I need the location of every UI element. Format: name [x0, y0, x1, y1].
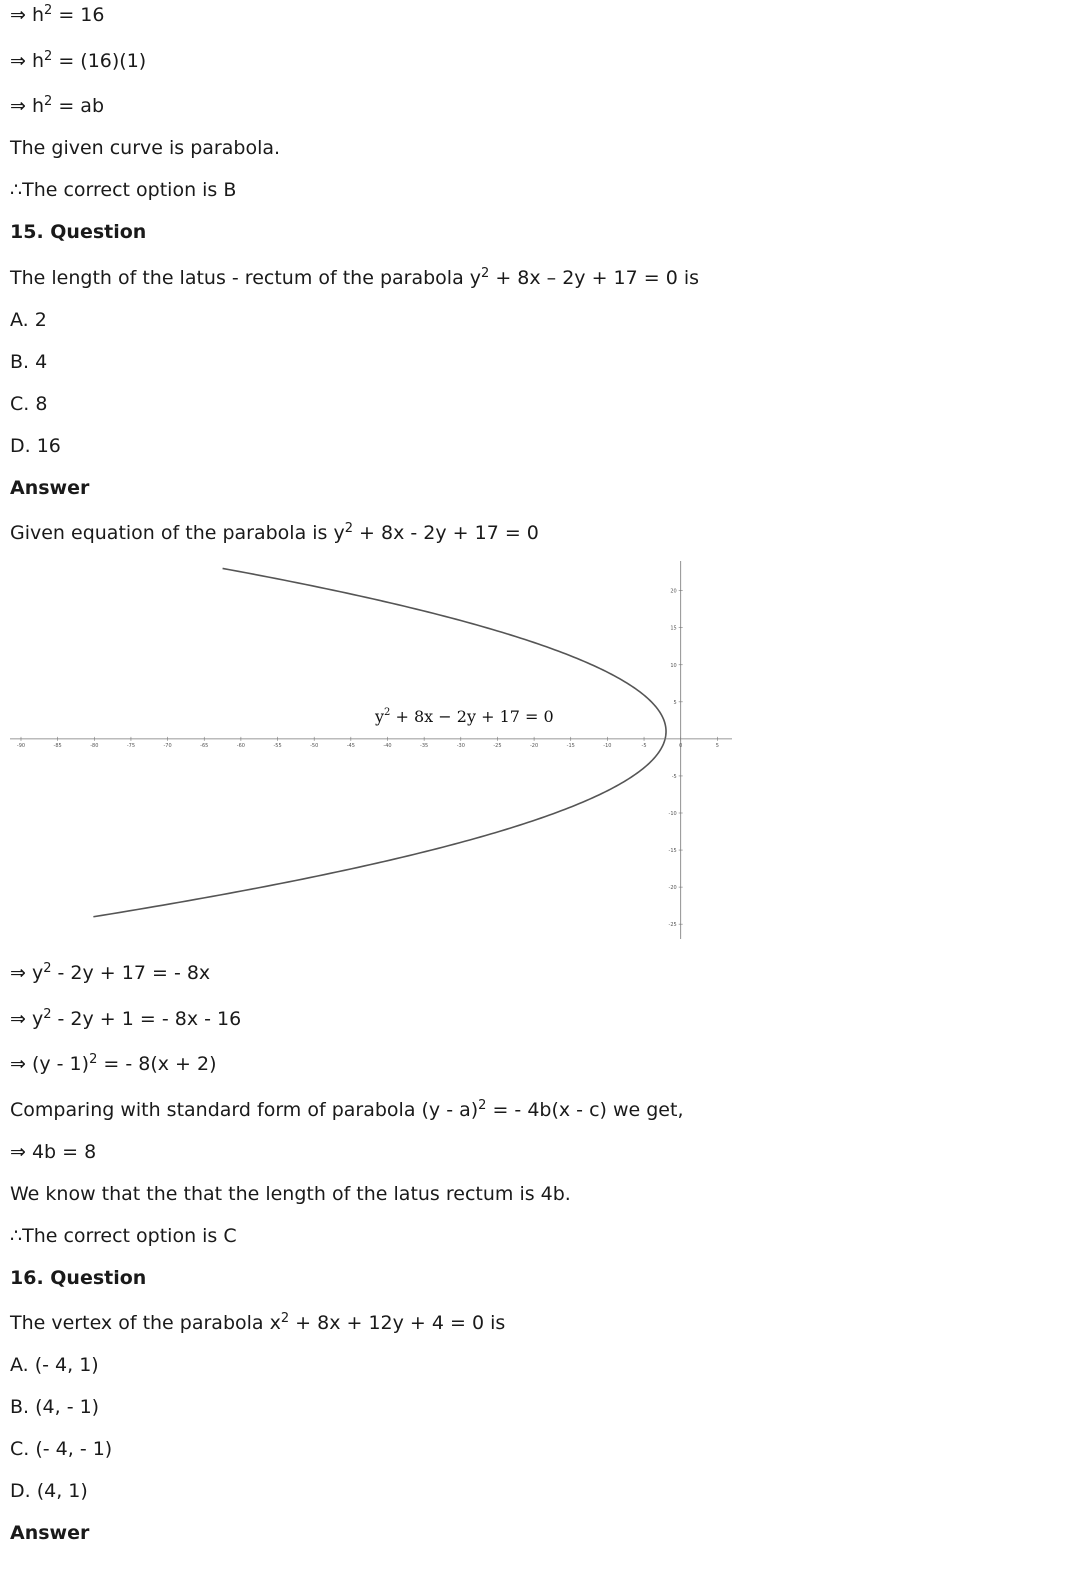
y-tick-label: -25	[668, 922, 677, 929]
question-15-heading: 15. Question	[10, 221, 147, 243]
y-tick-label: -10	[668, 811, 677, 817]
y-tick-label: 5	[673, 699, 677, 706]
x-tick-label: -15	[566, 742, 575, 749]
x-tick-label: -85	[53, 742, 62, 749]
q15-option-c: C. 8	[10, 393, 48, 415]
x-tick-label: -30	[456, 742, 465, 749]
x-tick-label: -35	[420, 742, 429, 749]
y-tick-label: 20	[670, 588, 677, 595]
parabola-graph	[0, 557, 740, 947]
x-tick-label: -80	[90, 742, 99, 749]
x-tick-label: -40	[383, 742, 392, 749]
step-3: ⇒ (y - 1)$^2$ = - 8(x + 2)	[10, 1052, 217, 1075]
x-tick-label: -50	[310, 742, 319, 749]
x-tick-label: -75	[126, 742, 136, 749]
q16-option-a: A. (- 4, 1)	[10, 1354, 99, 1376]
y-tick-label: -5	[671, 773, 677, 780]
x-tick-label: -55	[273, 742, 282, 749]
x-tick-label: -60	[236, 742, 245, 749]
step-h2-16: ⇒ $h^2 = 16$	[10, 3, 105, 26]
answer-15-heading: Answer	[10, 477, 90, 499]
q16-option-c: C. (- 4, - 1)	[10, 1438, 113, 1460]
step-5: ⇒ 4b = 8	[10, 1141, 97, 1163]
q15-option-a: A. 2	[10, 309, 47, 331]
x-tick-label: 0	[679, 742, 683, 749]
y-tick-label: 10	[670, 662, 677, 669]
correct-option-b: ∴The correct option is B	[10, 179, 237, 201]
graph-equation-label: $y^2 + 8x - 2y + 17 = 0$	[375, 707, 554, 726]
y-tick-label: 15	[670, 625, 677, 632]
x-tick-label: -10	[603, 742, 612, 749]
answer-16-heading: Answer	[10, 1522, 90, 1544]
step-6: We know that the that the length of the latus rectum is 4b.	[10, 1183, 571, 1205]
x-tick-label: -5	[641, 742, 647, 749]
question-16-text: The vertex of the parabola $x^2 + 8x + 12y + 4 = 0$ is	[10, 1311, 506, 1334]
x-tick-label: -45	[346, 742, 355, 749]
x-tick-label: -90	[16, 742, 26, 749]
q15-option-b: B. 4	[10, 351, 48, 373]
step-h2-ab: ⇒ $h^2$ = ab	[10, 94, 104, 117]
step-2: ⇒ $y^2 - 2y + 1$ = - 8x - 16	[10, 1007, 242, 1030]
q16-option-d: D. (4, 1)	[10, 1480, 88, 1502]
y-tick-label: -20	[668, 885, 677, 892]
step-h2-16x1: ⇒ $h^2 = (16)(1)$	[10, 49, 147, 72]
step-4-compare: Comparing with standard form of parabola (y - a)$^2$ = - 4b(x - c) we get,	[10, 1098, 684, 1121]
x-tick-label: -65	[200, 742, 209, 749]
correct-option-c: ∴The correct option is C	[10, 1225, 237, 1247]
step-1: ⇒ $y^2 - 2y + 17$ = - 8x	[10, 961, 211, 984]
x-tick-label: -25	[493, 742, 502, 749]
q15-option-d: D. 16	[10, 435, 61, 457]
conclusion-text: The given curve is parabola.	[10, 137, 281, 159]
question-15-text: The length of the latus - rectum of the parabola $y^2 + 8x - 2y + 17 = 0$ is	[10, 266, 700, 289]
x-tick-label: -70	[163, 742, 172, 749]
question-16-heading: 16. Question	[10, 1267, 147, 1289]
parabola-curve	[93, 568, 666, 916]
given-equation: Given equation of the parabola is $y^2 + 8x - 2y + 17 = 0$	[10, 521, 539, 544]
y-tick-label: -15	[668, 848, 677, 855]
x-tick-label: -20	[530, 742, 539, 749]
x-tick-label: 5	[715, 742, 719, 749]
q16-option-b: B. (4, - 1)	[10, 1396, 100, 1418]
